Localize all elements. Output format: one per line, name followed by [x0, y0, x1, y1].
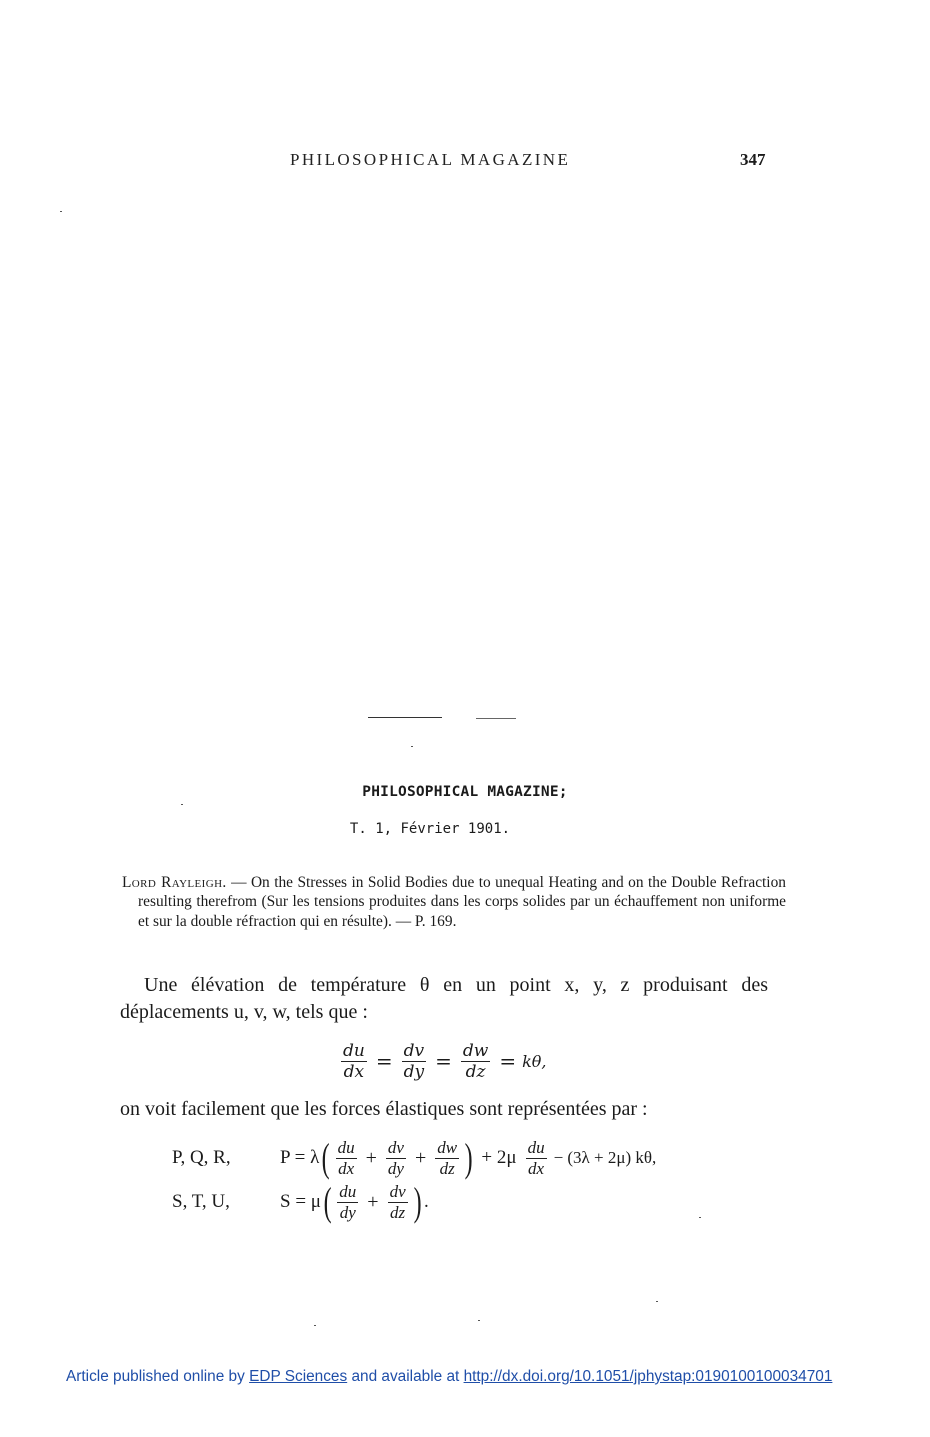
- publication-footer: [66, 1368, 832, 1386]
- denominator: dy: [339, 1202, 356, 1222]
- open-paren: (: [321, 1135, 330, 1180]
- equation-end: .: [423, 1191, 429, 1212]
- denominator: dz: [465, 1061, 486, 1082]
- scan-speck: [181, 804, 183, 805]
- close-paren: ): [464, 1135, 473, 1180]
- fraction: [336, 1138, 357, 1179]
- separator-rule: [476, 718, 516, 719]
- equals-sign: =: [435, 1049, 452, 1073]
- equation-lhs: S = μ: [280, 1191, 321, 1212]
- denominator: dy: [403, 1061, 425, 1082]
- fraction: [341, 1041, 367, 1082]
- denominator: dy: [387, 1158, 404, 1178]
- close-paren: ): [413, 1179, 422, 1224]
- abstract-entry: [122, 873, 786, 931]
- fraction: [526, 1138, 547, 1179]
- scan-speck: [314, 1325, 316, 1326]
- open-paren: (: [323, 1179, 332, 1224]
- scan-speck: [478, 1320, 480, 1321]
- issue-line: T. 1, Février 1901.: [349, 821, 511, 837]
- numerator: du: [527, 1137, 545, 1157]
- fraction: [435, 1138, 459, 1179]
- denominator: dz: [439, 1158, 455, 1178]
- journal-title: PHILOSOPHICAL MAGAZINE;: [362, 784, 568, 800]
- abstract-author: Lord Rayleigh.: [122, 874, 227, 891]
- body-paragraph: Une élévation de température θ en un point x, y, z produisant des déplacements u, v, w, tels que :: [120, 974, 768, 1023]
- numerator: du: [343, 1040, 365, 1061]
- page-number: 347: [740, 150, 766, 169]
- fraction: [461, 1041, 490, 1082]
- body-paragraph: on voit facilement que les forces élastiques sont représentées par :: [120, 1098, 648, 1120]
- equation-lhs: P = λ: [280, 1147, 320, 1168]
- denominator: dz: [390, 1202, 406, 1222]
- scan-speck: [656, 1301, 658, 1302]
- equation-middle: + 2μ: [481, 1147, 517, 1168]
- numerator: du: [337, 1137, 355, 1157]
- scan-speck: [60, 211, 62, 212]
- numerator: dv: [387, 1137, 404, 1157]
- publisher-link[interactable]: EDP Sciences: [249, 1368, 348, 1385]
- running-title: PHILOSOPHICAL MAGAZINE: [290, 150, 571, 169]
- plus-sign: +: [414, 1146, 427, 1169]
- equation-shear-stress: [172, 1176, 429, 1228]
- numerator: dw: [437, 1137, 458, 1157]
- numerator: dv: [403, 1040, 425, 1061]
- denominator: dx: [338, 1158, 355, 1178]
- force-labels: S, T, U,: [172, 1191, 230, 1212]
- scan-speck: [699, 1217, 701, 1218]
- force-labels: P, Q, R,: [172, 1147, 231, 1168]
- scan-speck: [411, 746, 413, 747]
- fraction: [402, 1041, 427, 1082]
- equation-strain: [338, 1038, 547, 1084]
- doi-link[interactable]: http://dx.doi.org/10.1051/jphystap:0190100100034701: [463, 1368, 833, 1385]
- equation-tail: − (3λ + 2μ) kθ,: [553, 1148, 657, 1167]
- equals-sign: =: [375, 1049, 393, 1073]
- footer-middle: and available at: [347, 1368, 464, 1385]
- numerator: du: [339, 1181, 357, 1201]
- fraction: [388, 1182, 408, 1223]
- denominator: dx: [343, 1061, 365, 1082]
- numerator: dw: [462, 1040, 489, 1061]
- abstract-text: — On the Stresses in Solid Bodies due to unequal Heating and on the Double Refraction resulting therefrom (Sur les tensions produites dans les corps solides par un échauffement non uniforme et sur la double réfraction qui en résulte). — P. 169.: [138, 874, 786, 930]
- plus-sign: +: [367, 1190, 379, 1213]
- plus-sign: +: [365, 1146, 377, 1169]
- denominator: dx: [528, 1158, 545, 1178]
- numerator: dv: [389, 1181, 406, 1201]
- fraction: [337, 1182, 358, 1223]
- equation-rhs: kθ,: [522, 1051, 547, 1071]
- equals-sign: =: [499, 1049, 517, 1073]
- footer-prefix: Article published online by: [66, 1368, 250, 1385]
- fraction: [386, 1138, 406, 1179]
- separator-rule: [368, 717, 442, 718]
